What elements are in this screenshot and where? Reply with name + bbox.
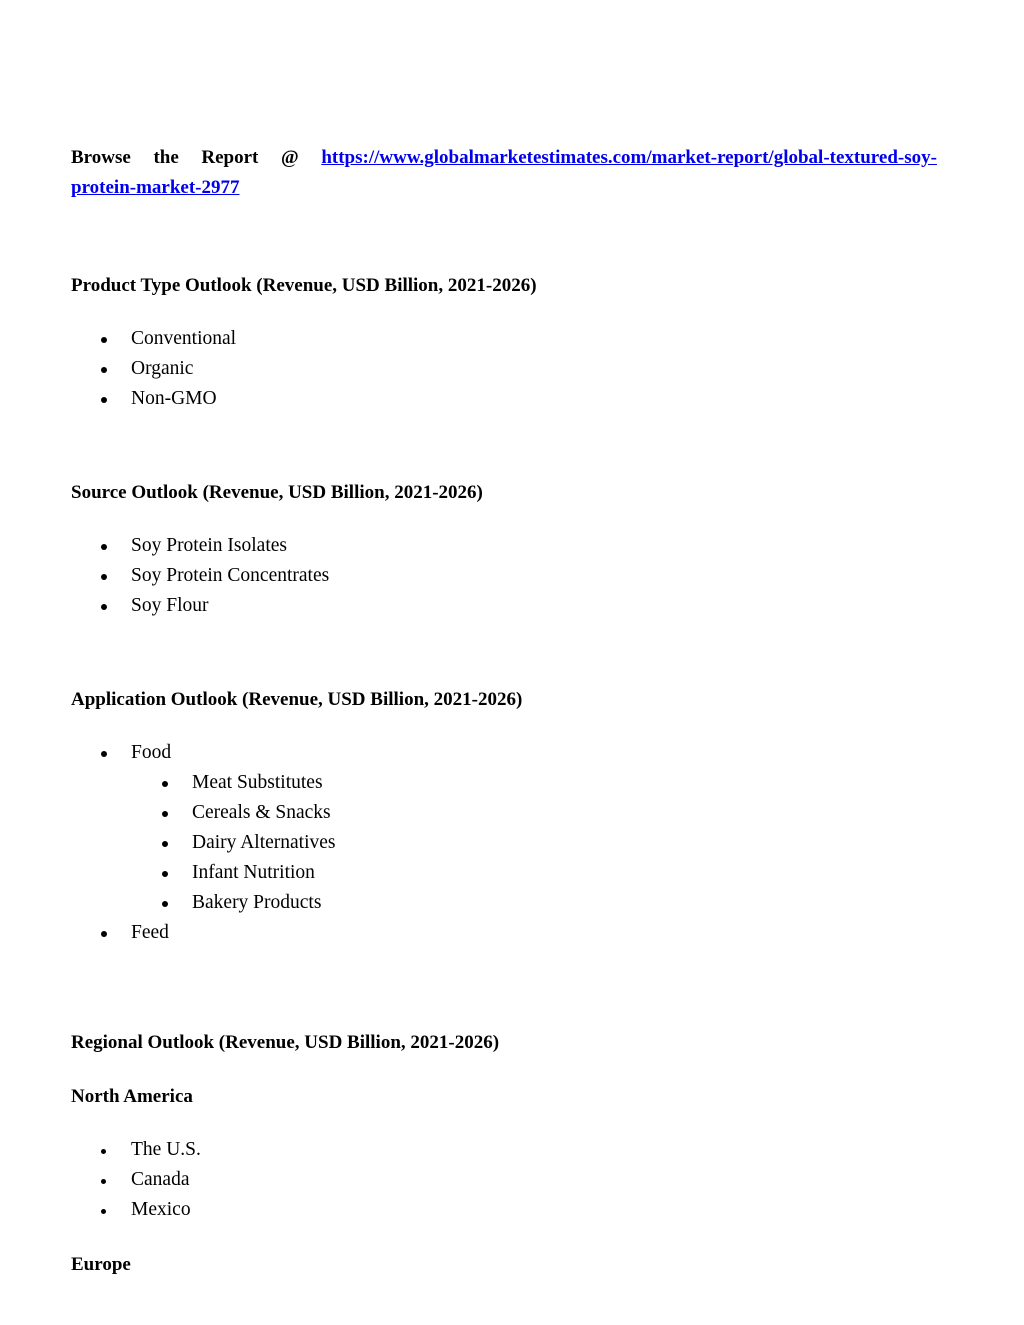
bullet-icon	[101, 604, 107, 610]
list-item	[192, 888, 336, 918]
browse-word: Browse	[71, 147, 131, 168]
list-item	[131, 531, 329, 561]
application-list-continued	[131, 918, 169, 948]
list-item-label: Conventional	[131, 328, 237, 349]
bullet-icon	[101, 397, 107, 403]
bullet-icon	[162, 841, 168, 847]
list-item-label: The U.S.	[131, 1139, 201, 1160]
bullet-icon	[101, 574, 107, 580]
list-item-label: Soy Flour	[131, 595, 209, 616]
list-item-label: Feed	[131, 922, 169, 943]
report-link-part-1[interactable]: https://www.globalmarketestimates.com/market-report/global-textured-soy-	[321, 147, 937, 168]
north-america-heading: North America	[71, 1086, 193, 1107]
list-item-label: Cereals & Snacks	[192, 802, 331, 823]
application-list	[131, 738, 171, 768]
browse-report-paragraph	[71, 143, 937, 203]
application-heading: Application Outlook (Revenue, USD Billion, 2021-2026)	[71, 689, 523, 710]
list-item	[131, 561, 329, 591]
list-item-label: Soy Protein Isolates	[131, 535, 287, 556]
list-item-label: Meat Substitutes	[192, 772, 323, 793]
bullet-icon	[162, 871, 168, 877]
list-item-label: Non-GMO	[131, 388, 217, 409]
list-item-label: Infant Nutrition	[192, 862, 315, 883]
list-item	[131, 324, 236, 354]
list-item	[131, 1195, 201, 1225]
bullet-icon	[101, 337, 107, 343]
product-type-list	[131, 324, 236, 414]
bullet-icon	[162, 811, 168, 817]
list-item-label: Food	[131, 742, 172, 763]
list-item	[131, 738, 171, 768]
bullet-icon	[162, 901, 168, 907]
bullet-icon	[101, 367, 107, 373]
bullet-icon	[101, 1149, 106, 1154]
food-sublist	[192, 768, 336, 918]
bullet-icon	[101, 751, 107, 757]
north-america-list	[131, 1135, 201, 1225]
list-item-label: Canada	[131, 1169, 190, 1190]
list-item	[131, 1135, 201, 1165]
list-item	[192, 858, 336, 888]
browse-word: Report	[201, 147, 259, 168]
list-item	[131, 918, 169, 948]
browse-report-line-1	[71, 143, 937, 173]
bullet-icon	[101, 1179, 106, 1184]
report-link-part-2[interactable]: protein-market-2977	[71, 177, 240, 198]
list-item	[131, 384, 236, 414]
europe-heading: Europe	[71, 1254, 131, 1275]
bullet-icon	[101, 931, 107, 937]
list-item-label: Bakery Products	[192, 892, 322, 913]
bullet-icon	[101, 544, 107, 550]
regional-heading: Regional Outlook (Revenue, USD Billion, 2021-2026)	[71, 1032, 500, 1053]
list-item	[192, 828, 336, 858]
product-type-heading: Product Type Outlook (Revenue, USD Billion, 2021-2026)	[71, 275, 537, 296]
list-item	[131, 1165, 201, 1195]
list-item	[131, 354, 236, 384]
list-item-label: Organic	[131, 358, 194, 379]
source-list	[131, 531, 329, 621]
browse-report-line-2	[71, 173, 937, 203]
list-item-label: Mexico	[131, 1199, 191, 1220]
bullet-icon	[101, 1209, 106, 1214]
browse-word: the	[153, 147, 179, 168]
browse-word: @	[281, 147, 299, 168]
list-item	[192, 798, 336, 828]
source-heading: Source Outlook (Revenue, USD Billion, 2021-2026)	[71, 482, 483, 503]
list-item-label: Soy Protein Concentrates	[131, 565, 330, 586]
list-item	[131, 591, 329, 621]
list-item-label: Dairy Alternatives	[192, 832, 336, 853]
bullet-icon	[162, 781, 168, 787]
list-item	[192, 768, 336, 798]
